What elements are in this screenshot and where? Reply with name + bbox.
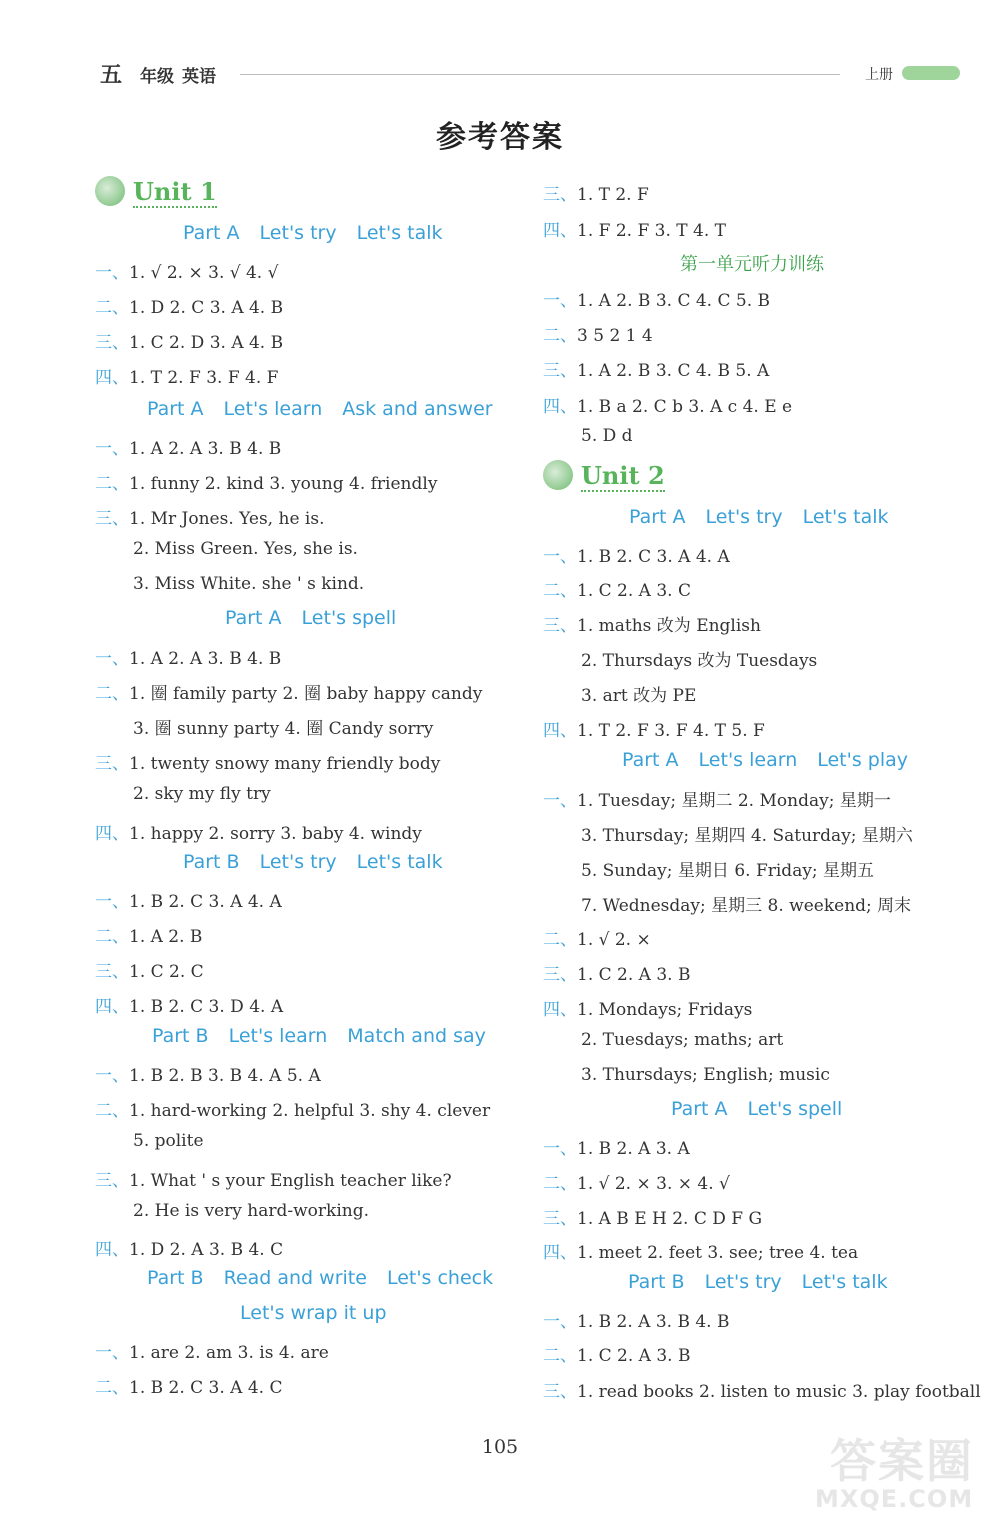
answer-line: 3. Thursday; 星期四 4. Saturday; 星期六	[581, 826, 913, 846]
page-number: 105	[481, 1436, 519, 1458]
answer-line: 二、1. √ 2. ×	[543, 930, 651, 950]
answer-line: 2. Miss Green. Yes, she is.	[133, 539, 358, 559]
grade-label: 五	[100, 62, 123, 88]
answer-line: 二、1. 圈 family party 2. 圈 baby happy candy	[95, 684, 483, 704]
answer-line: 一、1. B 2. B 3. B 4. A 5. A	[95, 1066, 321, 1086]
section-heading: Part B Read and write Let's check	[147, 1267, 494, 1289]
answer-line: 3. 圈 sunny party 4. 圈 Candy sorry	[133, 719, 434, 739]
answer-line: 2. Tuesdays; maths; art	[581, 1030, 784, 1050]
answer-line: 三、1. C 2. A 3. B	[543, 965, 691, 985]
section-heading: Part A Let's learn Ask and answer	[147, 398, 493, 420]
answer-line: 二、1. A 2. B	[95, 927, 203, 947]
answer-line: 三、1. T 2. F	[543, 185, 649, 205]
answer-line: 四、1. B 2. C 3. D 4. A	[95, 997, 284, 1017]
answer-line: 3. art 改为 PE	[581, 686, 697, 706]
answer-line: 四、1. F 2. F 3. T 4. T	[543, 221, 726, 241]
answer-line: 一、1. B 2. A 3. B 4. B	[543, 1312, 730, 1332]
unit-heading	[95, 176, 217, 206]
section-heading: 第一单元听力训练	[680, 254, 824, 275]
unit-badge-icon	[95, 176, 125, 206]
section-heading: Part A Let's spell	[225, 607, 397, 629]
answer-line: 一、1. A 2. A 3. B 4. B	[95, 649, 282, 669]
answer-line: 一、1. B 2. A 3. A	[543, 1139, 690, 1159]
answer-line: 5. D d	[581, 426, 633, 446]
answer-line: 一、1. are 2. am 3. is 4. are	[95, 1343, 329, 1363]
page-header	[0, 0, 1000, 100]
unit-badge-icon	[543, 460, 573, 490]
unit-heading	[543, 460, 665, 490]
answer-line: 一、1. B 2. C 3. A 4. A	[95, 892, 282, 912]
unit-title: Unit 1	[133, 176, 217, 206]
answer-line: 三、1. What ' s your English teacher like?	[95, 1171, 452, 1191]
grade-word: 年级	[140, 67, 174, 87]
answer-line: 5. Sunday; 星期日 6. Friday; 星期五	[581, 861, 875, 881]
answer-line: 四、1. T 2. F 3. F 4. T 5. F	[543, 721, 765, 741]
section-heading: Part A Let's try Let's talk	[629, 506, 889, 528]
section-heading: Part B Let's try Let's talk	[628, 1271, 888, 1293]
answer-line: 四、1. T 2. F 3. F 4. F	[95, 368, 279, 388]
section-heading: Let's wrap it up	[240, 1302, 387, 1324]
answer-line: 四、1. Mondays; Fridays	[543, 1000, 753, 1020]
answer-line: 一、1. A 2. B 3. C 4. C 5. B	[543, 291, 771, 311]
answer-line: 三、1. C 2. D 3. A 4. B	[95, 333, 284, 353]
answer-line: 二、1. hard-working 2. helpful 3. shy 4. clever	[95, 1101, 491, 1121]
section-heading: Part A Let's try Let's talk	[183, 222, 443, 244]
series-badge-icon	[902, 66, 960, 80]
answer-line: 四、1. meet 2. feet 3. see; tree 4. tea	[543, 1243, 859, 1263]
answer-line: 三、1. twenty snowy many friendly body	[95, 754, 441, 774]
answer-line: 一、1. √ 2. × 3. √ 4. √	[95, 263, 279, 283]
subject-label	[140, 62, 224, 87]
watermark	[815, 1425, 985, 1515]
volume-label: 上册	[865, 67, 893, 83]
answer-line: 3. Miss White. she ' s kind.	[133, 574, 365, 594]
answer-line: 2. sky my fly try	[133, 784, 271, 804]
watermark-logo: 答案圈	[830, 1434, 974, 1488]
page-title: 参考答案	[436, 120, 564, 155]
answer-line: 二、1. C 2. A 3. B	[543, 1346, 691, 1366]
answer-line: 四、1. happy 2. sorry 3. baby 4. windy	[95, 824, 422, 844]
answer-line: 四、1. D 2. A 3. B 4. C	[95, 1240, 284, 1260]
answer-line: 三、1. A 2. B 3. C 4. B 5. A	[543, 361, 770, 381]
answer-line: 二、3 5 2 1 4	[543, 326, 653, 346]
answer-line: 一、1. B 2. C 3. A 4. A	[543, 547, 730, 567]
header-rule	[240, 74, 840, 75]
answer-line: 二、1. funny 2. kind 3. young 4. friendly	[95, 474, 438, 494]
answer-line: 二、1. B 2. C 3. A 4. C	[95, 1378, 283, 1398]
answer-line: 2. Thursdays 改为 Tuesdays	[581, 651, 818, 671]
answer-line: 一、1. Tuesday; 星期二 2. Monday; 星期一	[543, 791, 891, 811]
answer-line: 5. polite	[133, 1131, 204, 1151]
section-heading: Part A Let's spell	[671, 1098, 843, 1120]
watermark-url: MXQE.COM	[815, 1485, 974, 1513]
answer-line: 二、1. √ 2. × 3. × 4. √	[543, 1174, 730, 1194]
answer-line: 三、1. A B E H 2. C D F G	[543, 1209, 763, 1229]
unit-title: Unit 2	[581, 460, 665, 490]
subject-word: 英语	[182, 67, 216, 87]
answer-line: 三、1. Mr Jones. Yes, he is.	[95, 509, 325, 529]
answer-line: 三、1. read books 2. listen to music 3. play football	[543, 1382, 981, 1402]
answer-line: 7. Wednesday; 星期三 8. weekend; 周末	[581, 896, 912, 916]
answer-line: 三、1. C 2. C	[95, 962, 204, 982]
answer-line: 二、1. D 2. C 3. A 4. B	[95, 298, 284, 318]
answer-line: 2. He is very hard-working.	[133, 1201, 369, 1221]
answer-line: 二、1. C 2. A 3. C	[543, 581, 691, 601]
section-heading: Part A Let's learn Let's play	[622, 749, 909, 771]
answer-line: 四、1. B a 2. C b 3. A c 4. E e	[543, 397, 793, 417]
answer-line: 三、1. maths 改为 English	[543, 616, 761, 636]
section-heading: Part B Let's try Let's talk	[183, 851, 443, 873]
answer-line: 3. Thursdays; English; music	[581, 1065, 830, 1085]
section-heading: Part B Let's learn Match and say	[152, 1025, 486, 1047]
answer-line: 一、1. A 2. A 3. B 4. B	[95, 439, 282, 459]
